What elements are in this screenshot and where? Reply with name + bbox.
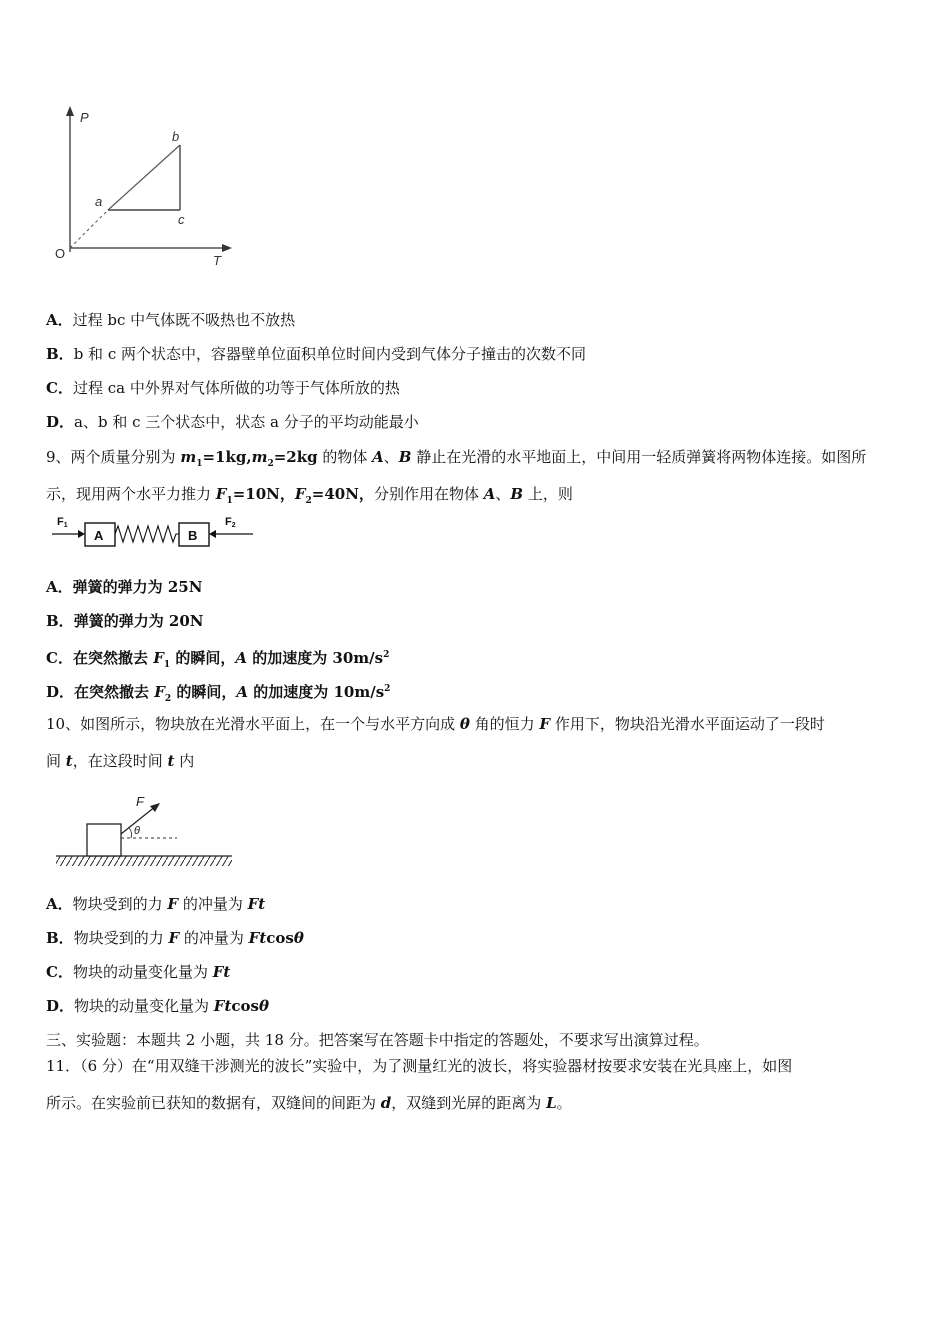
q8-option-d: D．a、b 和 c 三个状态中，状态 a 分子的平均动能最小 (46, 413, 419, 431)
spring-figure (48, 512, 263, 552)
force-arrowhead-icon (150, 803, 160, 812)
f1-arrowhead-icon (78, 530, 85, 538)
q10-stem-line2: 间 t，在这段时间 t 内 (46, 752, 195, 770)
q10-option-b: B．物块受到的力 F 的冲量为 Ftcosθ (46, 929, 304, 947)
pt-diagram (50, 100, 240, 270)
q8-option-c: C．过程 ca 中外界对气体所做的功等于气体所放的热 (46, 379, 400, 397)
angle-arc (129, 828, 132, 838)
p-axis-label: P (80, 110, 89, 125)
f1-label: F1 (57, 516, 68, 529)
t-axis-arrow-icon (222, 244, 232, 252)
q9-option-c: C．在突然撤去 $F_1$ 的瞬间，A 的加速度为 $30m/s^2$ (46, 649, 390, 670)
block-a-label: A (94, 528, 104, 543)
origin-label: O (55, 246, 66, 261)
q9-option-b: B．弹簧的弹力为 20N (46, 612, 204, 630)
t-axis-label: T (213, 253, 221, 268)
q10-option-d: D．物块的动量变化量为 Ftcosθ (46, 997, 269, 1015)
dashed-origin-line (70, 210, 108, 248)
point-c-label: c (178, 212, 185, 227)
q9-option-a: A．弹簧的弹力为 25N (46, 578, 203, 596)
ground-hatching (56, 856, 232, 866)
block (87, 824, 121, 856)
point-a-label: a (95, 194, 103, 209)
block-force-figure (52, 790, 237, 870)
p-axis-arrow-icon (66, 106, 74, 116)
q10-stem-line1: 10、如图所示，物块放在光滑水平面上，在一个与水平方向成 θ 角的恒力 F 作用下，物块沿光滑水平面运动了一段时 (46, 715, 825, 733)
block-b-label: B (188, 528, 198, 543)
angle-label: θ (134, 825, 140, 837)
q10-option-a: A．物块受到的力 F 的冲量为 Ft (46, 895, 266, 913)
q8-option-a: A．过程 bc 中气体既不吸热也不放热 (46, 311, 296, 329)
q8-option-b: B．b 和 c 两个状态中，容器壁单位面积单位时间内受到气体分子撞击的次数不同 (46, 345, 586, 363)
line-ab (108, 145, 180, 210)
section3-heading: 三、实验题：本题共 2 小题，共 18 分。把答案写在答题卡中指定的答题处，不要求写出演算过程。 (46, 1031, 709, 1049)
q9-option-d: D．在突然撤去 $F_2$ 的瞬间，A 的加速度为 $10m/s^2$ (46, 683, 391, 704)
spring (115, 526, 179, 542)
q9-stem-line2: 示，现用两个水平力推力 $F_1=10N$，$F_2=40N$，分别作用在物体 A、B 上，则 (46, 485, 573, 506)
force-label: F (136, 794, 144, 809)
q11-stem-line1: 11．（6 分）在“用双缝干涉测光的波长”实验中，为了测量红光的波长，将实验器材按要求安装在光具座上，如图 (46, 1057, 793, 1075)
f2-label: F2 (225, 516, 236, 529)
point-b-label: b (172, 129, 180, 144)
q9-stem-line1: 9、两个质量分别为 $m_1=1kg,m_2=2kg$ 的物体 A、B 静止在光滑的水平地面上，中间用一轻质弹簧将两物体连接。如图所 (46, 448, 867, 469)
q10-option-c: C．物块的动量变化量为 Ft (46, 963, 231, 981)
q11-stem-line2: 所示。在实验前已获知的数据有，双缝间的间距为 d，双缝到光屏的距离为 L。 (46, 1094, 572, 1112)
f2-arrowhead-icon (209, 530, 216, 538)
